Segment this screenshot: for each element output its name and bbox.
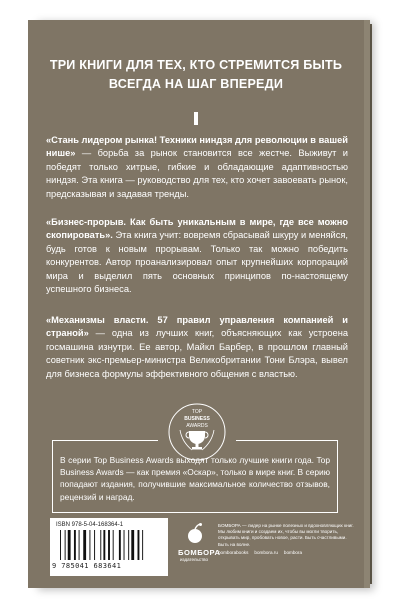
badge-text-top: TOP [191, 409, 203, 415]
book-title-3: «Механизмы власти. 57 правил управления компанией и страной» [46, 315, 348, 339]
awards-description: В серии Top Business Awards выходят только лучшие книги года. Top Business Awards — как премия «Оскар», только в мире книг. В серию попадают издания, получившие максимальное количество отзывов, рецензий и наград. [60, 455, 330, 502]
heading-line-2: ВСЕГДА НА ШАГ ВПЕРЕДИ [108, 77, 284, 91]
book-text-3: — одна из лучших книг, объясняющих как устроена госмашина изнутри. Ее автор, Майкл Барбер, в прошлом главный советник экс-премьер-министра Великобритании Тони Блэра, вывел для бизнеса формулы эффективного общения с властью. [46, 328, 348, 379]
publisher-description: БОМБОРА — лидер на рынке полезных и вдохновляющих книг. Мы любим книги и создаем их, чтобы вы могли творить, открывать мир, пробовать новое, расти. Быть счастливыми. Быть на волне. [218, 523, 354, 547]
barcode-bar [74, 530, 76, 560]
publisher-subtitle: издательство [180, 557, 208, 562]
heading-divider [194, 112, 198, 125]
heading-line-1: ТРИ КНИГИ ДЛЯ ТЕХ, КТО СТРЕМИТСЯ БЫТЬ [49, 58, 343, 72]
book-description-1 [46, 134, 348, 201]
barcode-bar [142, 530, 143, 560]
barcode-bar [138, 530, 140, 560]
barcode-bar [79, 530, 80, 560]
book-title-1: «Стань лидером рынка! Техники ниндзя для революции в вашей нише» [46, 135, 348, 159]
social-link-2[interactable]: bombora.ru [254, 550, 278, 555]
social-link-3[interactable]: bombora [283, 550, 303, 555]
social-link-1[interactable]: bomborabooks [218, 550, 249, 555]
badge-text-business: BUSINESS [184, 416, 210, 422]
book-back-cover [28, 20, 364, 588]
bombora-logo-icon [184, 522, 206, 544]
barcode-bar [94, 530, 95, 560]
barcode-bars [60, 530, 158, 560]
book-title-2: «Бизнес-прорыв. Как быть уникальным в мире, где все можно скопировать». [46, 217, 348, 241]
barcode-bar [100, 530, 101, 560]
barcode-bar [131, 530, 134, 560]
barcode-bar [65, 530, 66, 560]
barcode-bar [124, 530, 125, 560]
book-description-2 [46, 216, 348, 296]
badge-text-awards: AWARDS [186, 423, 208, 429]
barcode-bar [83, 530, 86, 560]
barcode-bar [113, 530, 114, 560]
barcode-bar [108, 530, 110, 560]
book-description-3 [46, 314, 348, 381]
isbn-label: ISBN 978-5-04-168364-1 [56, 522, 124, 528]
barcode-bar [89, 530, 90, 560]
cover-heading [28, 56, 364, 94]
barcode-bar [103, 530, 105, 560]
isbn-number: 9 785041 683641 [52, 562, 122, 570]
cover-edge [364, 24, 372, 584]
book-text-1: — борьба за рынок становится все жестче. Выживут и победят только хитрые, гибкие и обладающие адаптивностью ниндзя. Эта книга — руководство для тех, кто хочет завоевать рынок, предсказывая и задавая тренды. [46, 148, 348, 199]
barcode-bar [119, 530, 121, 560]
publisher-social-links [218, 550, 358, 555]
barcode-bar [60, 530, 61, 560]
barcode-bar [68, 530, 71, 560]
publisher-name: БОМБОРА [178, 548, 221, 557]
book-text-2: Эта книга учит: вовремя сбрасывай шкуру и меняйся, будь готов к новым прорывам. Только так можно победить конкурентов. Автор проанализировал опыт крупнейших корпораций мира и выделил пять основных принципов по-настоящему успешного бизнеса. [46, 230, 348, 295]
barcode [50, 518, 168, 576]
barcode-bar [128, 530, 129, 560]
